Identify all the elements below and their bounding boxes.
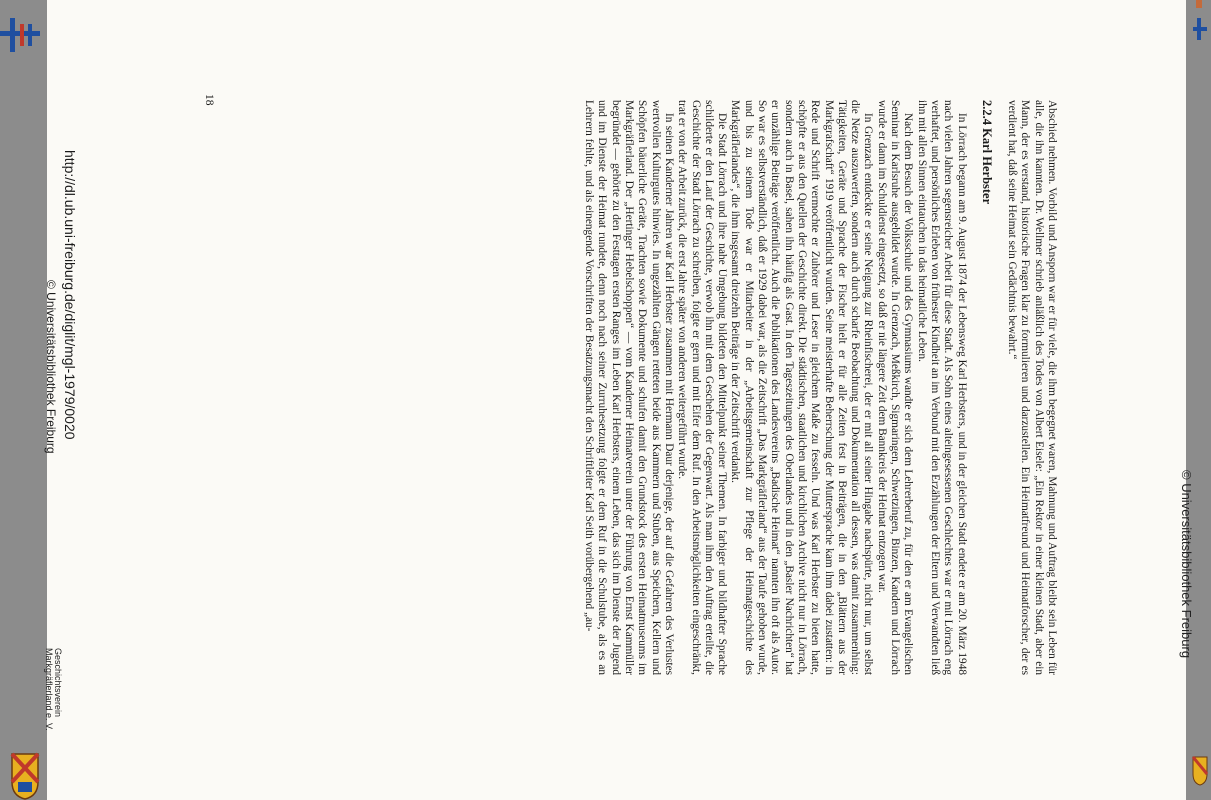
publisher-name: Geschichtsverein Markgräflerland e. V. — [44, 648, 63, 731]
viewer-left-margin — [0, 0, 47, 800]
library-logo-icon — [0, 18, 40, 52]
article-body — [582, 100, 1058, 675]
paragraph: Die Stadt Lörrach und ihre nahe Umgebung bildeten den Mittelpunkt seiner Themen. In farbiger und bildhafter Sprache schilderte er den Lauf der Geschichte, verwob ihn mit dem Geschehen der Gegenwart. Als man ihm den Auftrag erteilte, die Geschichte der Stadt Lörrach zu schreiben, folgte er gern und mit Eifer dem Ruf. In den Arbeitsmöglichkeiten eingeschränkt, trat er von der Arbeit zurück, die erst Jahre später von anderen weitergeführt wurde. — [676, 100, 729, 675]
copyright-credit: © Universitätsbibliothek Freiburg — [44, 280, 58, 454]
section-heading: 2.2.4 Karl Herbster — [979, 100, 994, 205]
rotated-page-content — [44, 0, 1194, 800]
coat-of-arms-icon-right — [1192, 756, 1208, 786]
cut-off-top-text: © Universitätsbibliothek Freiburg — [1179, 470, 1194, 659]
scanned-page — [44, 0, 1194, 800]
paragraph: In Lörrach begann am 9. August 1874 der Lebensweg Karl Herbsters, und in der gleichen Stadt endete er am 20. März 1948 nach vielen Jahren segensreicher Arbeit für diese Stadt. Als Sohn eines alteingesessenen Geschlechtes war er mit Lörrach eng verhaftet, und persönliches Erleben von frühester Kindheit an im Verbund mit den Erzählungen der Eltern und Verwandten ließ ihn mit allen Sinnen eintauchen in das heimatliche Leben. — [915, 100, 968, 675]
library-logo-icon-right — [1193, 18, 1207, 40]
coat-of-arms-icon — [10, 752, 40, 800]
viewer-right-margin — [1186, 0, 1211, 800]
source-url[interactable]: http://dl.ub.uni-freiburg.de/diglit/mgl-1979/0020 — [62, 150, 78, 440]
paragraph: Abschied nehmen. Vorbild und Ansporn war er für viele, die ihm begegnet waren, Mahnung und Auftrag bleibt sein Leben für alle, die ihn kannten. Dr. Wellmer schrieb anläßlich des Todes von Albert Eisele: „Ein Rektor in einer kleinen Stadt, aber ein Mann, der es verstand, historische Fragen klar zu formulieren und darzustellen. Ein Heimatfreund und Heimatforscher, der es verdient hat, daß seine Heimat sein Gedächtnis bewahrt.“ — [1006, 100, 1058, 675]
paragraph: In Grenzach entdeckte er seine Neigung zur Rheinfischerei, der er mit all seiner Hingabe nachspürte, nicht nur, um selbst die Netze auszuwerfen, sondern auch durch scharfe Beobachtung und Dokumentation all dessen, was damit zusammenhing: Tätigkeiten, Geräte und Sprache der Fischer hielt er für alle Zeiten fest in Beiträgen, die in den „Blättern aus der Markgrafschaft“ 1919 veröffentlicht wurden. Seine meisterhafte Beherrschung der Muttersprache kam ihm dabei zustatten: in Rede und Schrift vermochte er Zuhörer und Leser in gleichem Maße zu fesseln. Und was Karl Herbster zu bieten hatte, schöpfte er aus den Quellen der Geschichte direkt. Die städtischen, staatlichen und kirchlichen Archive nicht nur in Lörrach, sondern auch in Basel, sahen ihn häufig als Gast. In den Tageszeitungen des Oberlandes und in den „Basler Nachrichten“ hat er unzählige Beiträge veröffentlicht. Auch die Publikationen des Landesvereins „Badische Heimat“ nannten ihn oft als Autor. So war es selbstverständlich, daß er 1929 dabei war, als die Zeitschrift „Das Markgräflerland“ aus der Taufe gehoben wurde, und bis zu seinem Tode war er Mitarbeiter in der „Arbeitsgemeinschaft zur Pflege der Heimatgeschichte des Markgräflerlandes“, die ihm insgesamt dreizehn Beiträge in der Zeitschrift verdankt. — [729, 100, 875, 675]
paragraph: In seinen Kanderner Jahren war Karl Herbster zusammen mit Hermann Daur derjenige, der auf die Gefahren des Verlustes wertvollen Kulturgutes hinwies. In ungezählten Gängen retteten beide aus Kammern und Stuben, aus Speichern, Kellern und Schöpfen bäuerliche Geräte, Trachten sowie Dokumente und schufen damit den Grundstock des ersten Heimatmuseums im Markgräflerland. Der „Hertinger Hebelschoppen“ — vom Kanderner Heimatverein unter der Führung von Ernst Kammüller begründet — gehörte zu den Festtagen ersten Ranges im Leben Karl Herbsters, einem Leben, das sich im Dienste der Jugend und im Dienste der Heimat rundete, denn noch nach seiner Zurruhesetzung folgte er dem Ruf in die Schulstube, als es an Lehrern fehlte, und als einengende Vorschriften der Besatzungsmacht den Schriftleiter Karl Seith vorübergehend „au- — [583, 100, 675, 675]
paragraph: Nach dem Besuch der Volksschule und des Gymnasiums wandte er sich dem Lehrerberuf zu, für den er am Evangelischen Seminar in Karlsruhe ausgebildet wurde. In Grenzach, Meßkirch, Sigmaringen, Schwetzingen, Binzen, Kandern und Lörrach wurde er dann im Schuldienst eingesetzt, so daß er nie längere Zeit dem Bannkreis der Heimat entzogen war. — [875, 100, 915, 675]
page-number: 18 — [203, 94, 215, 106]
corner-mark — [1196, 0, 1202, 8]
